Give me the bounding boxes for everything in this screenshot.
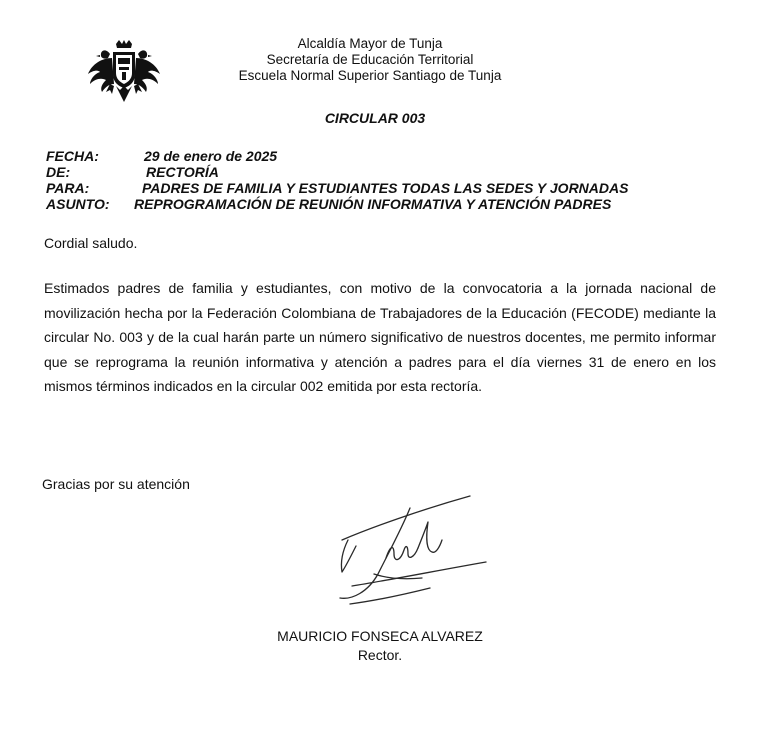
de-value: RECTORÍA [146,164,219,180]
closing-line: Gracias por su atención [42,476,190,492]
signer-name: MAURICIO FONSECA ALVAREZ [277,628,483,644]
header-line-secretaria: Secretaría de Educación Territorial [266,52,474,67]
para-label: PARA: [46,180,90,196]
para-value: PADRES DE FAMILIA Y ESTUDIANTES TODAS LAS SEDES Y JORNADAS [142,180,629,196]
asunto-label: ASUNTO: [46,196,110,212]
letterhead [220,36,520,84]
de-label: DE: [46,164,71,180]
circular-title: CIRCULAR 003 [324,110,426,126]
header-line-escuela: Escuela Normal Superior Santiago de Tunja [238,68,502,83]
double-headed-eagle-crest-icon [86,40,162,104]
handwritten-signature-icon [290,488,490,618]
greeting: Cordial saludo. [44,235,138,251]
body-paragraph: Estimados padres de familia y estudiantes, con motivo de la convocatoria a la jornada nacional de movilización hecha por la Federación Colombiana de Trabajadores de la Educación (FECODE) mediante la circular No. 003 y de la cual harán parte un número significativo de nuestros docentes, me permito informar que se reprograma la reunión informativa y atención a padres para el día viernes 31 de enero en los mismos términos indicados en la circular 002 emitida por esta rectoría. [44,280,716,394]
fecha-label: FECHA: [46,148,99,164]
signer-role: Rector. [357,647,403,663]
header-line-alcaldia: Alcaldía Mayor de Tunja [297,36,443,51]
asunto-value: REPROGRAMACIÓN DE REUNIÓN INFORMATIVA Y ATENCIÓN PADRES [134,196,612,212]
fecha-value: 29 de enero de 2025 [144,148,278,164]
